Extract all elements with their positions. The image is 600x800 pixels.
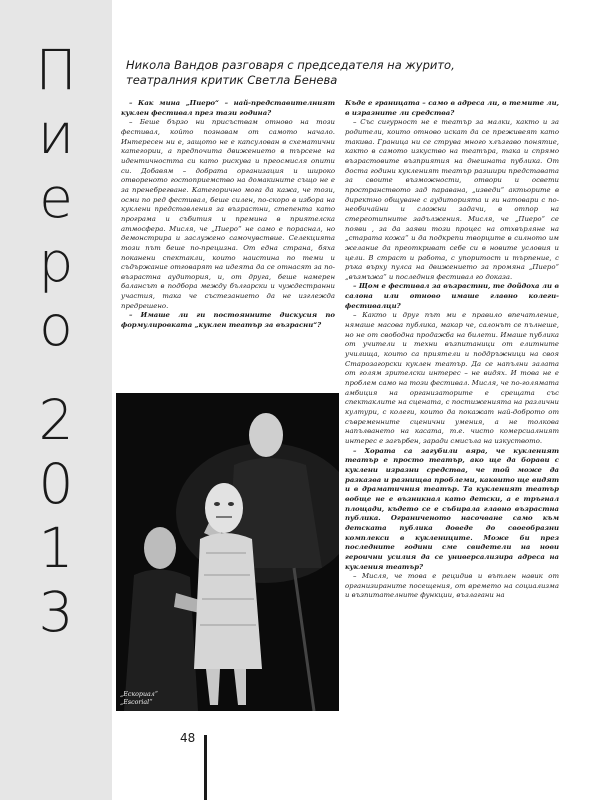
title-letter: П bbox=[35, 38, 77, 102]
text-column-left bbox=[121, 99, 335, 331]
answer-paragraph: – Мисля, че това е рецидив и вътлен навик от организираните посещения, от времето на социализма и възпитателните функции, възлагани на bbox=[345, 572, 559, 600]
question-paragraph: – Имаше ли ги постоянните дискусия по формулировката „куклен театър за възрасни“? bbox=[121, 311, 335, 330]
vertical-title bbox=[0, 38, 112, 644]
stage-photo-illustration bbox=[116, 393, 339, 711]
question-paragraph: Къде е границата – само в адреса ли, в темите ли, в изразните ли средства? bbox=[345, 99, 559, 117]
title-letter: е bbox=[39, 166, 73, 230]
stage-photo bbox=[116, 393, 339, 711]
article-header bbox=[126, 58, 476, 88]
question-paragraph: – Как мина „Пиеро“ – най-представителният куклен фестивал през тази година? bbox=[121, 99, 335, 117]
vertical-rule bbox=[204, 735, 207, 800]
page-number: 48 bbox=[180, 731, 196, 745]
answer-paragraph: – Беше бързо ни присъствам отново на този фестивал, който познавам от самото начало. Интересен ни е, защото не е капсулован в схематични категории, а предпочита движението в търсене на идентичността си като рискува и преосмисля опити си. Добавям – добрата организация и широко отвореното гостоприемство на домакините също не е за пренебрегване. Категорично мога да кажа, че този, осми по ред фестивал, беше силен, по-скоро в избора на куклени представления за възрастни, степента като програма и събития и премина в приятелска атмосфера. Мисля, че „Пиеро“ не само е пораснал, но демонстрира и заслужено самочувствие. Селекцията този път беше по-прецизна. От една страна, бяха поканени спектакли, които наистина по теми и съдържание отговарят на идеята да се отнасят за по-възрастна аудитория, и, от друга, беше намерен балансът в подбора между български и чуждестранни участия, така че състезанието да не изглежда предрешено. bbox=[121, 118, 335, 310]
header-line: Никола Вандов разговаря с председателя на журито, bbox=[126, 58, 455, 72]
caption-line: „Ескориал“ bbox=[120, 691, 159, 698]
title-letter: р bbox=[38, 230, 74, 294]
title-letter: 3 bbox=[38, 580, 74, 644]
question-paragraph: – Щом е фестивал за възрастни, те дойдоха ли в салона или отново имаше главно колеги-фестивалци? bbox=[345, 282, 559, 310]
caption-line: „Escorial“ bbox=[120, 699, 153, 706]
answer-paragraph: – Както и друг път ми е правило впечатление, нямаше масова публика, макар че, салонът се пълнеше, но не от свободна продажба на билети. Имаше публика от учители и техни възпитаници от елитните училища, които са приятели и поддръжници на своя Старозагорски куклен театър. Да се напълни залата от голям зрителски интерес – не видях. И това не е проблем само на този фестивал. Мисля, че по-голямата амбиция на организаторите е срещата със спектаклите на сцената, с постиженията на различни култури, с колеги, които да покажат най-доброто от съвременните сценични умения, а не толкова напълването на касата, т.е. чисто комерсиалният интерес е загърбен, заради смисъла на изкуството. bbox=[345, 311, 559, 445]
photo-caption bbox=[120, 691, 158, 707]
title-letter: о bbox=[39, 294, 73, 358]
question-paragraph: – Хората са загубили вяра, че кукленият театър е просто театър, ако ще да борави с куклени изразни средства, че той може да разказва и разнищва проблеми, каквито ще видят и в драматичния театър. Та кукленият театър вобще не е възникнал като детски, а е тръгнал площади, където се е събирала главно възрастна публика. Ограниченото насочване само към детската публика доведе до своеобразни комплекси в куклениците. Може би през последните години сме свидетели на нови героични усилия да се универсализира адреса на кукления театър? bbox=[345, 446, 559, 571]
title-letter: и bbox=[37, 102, 75, 166]
title-letter: 2 bbox=[38, 388, 74, 452]
answer-paragraph: – Със сигурност не е театър за малки, както и за родители, които отново искат да се преживеят като такива. Граница ни се струва много хлъзгаво понятие, както в самото изкуство на театъра, така и спрямо възрастовите възприятия на днешната публика. От доста години кукленият театър разшири представата за своите възможности, отвори и освети пространството зад паравана, „изведи“ актьорите в директно общуване с аудиторията и ги натовари с по-необичайни и сложни задачи, в отпор на стереотипните задължения. Мисля, че „Пиеро“ се появи , за да заяви този процес на отхвърляне на „старата кожа“ и да подкрепи творците в силното им желание да преоткриват себе си в новите условия и цели. В страст и работа, с упоритост и търпение, с ръка върху пулса на движението за промяна „Пиеро“ „възмъжа“ и последния фестивал го доказа. bbox=[345, 118, 559, 281]
title-gap bbox=[0, 358, 112, 388]
text-column-right bbox=[345, 99, 559, 601]
header-line: театралния критик Светла Бенева bbox=[126, 73, 338, 87]
title-letter: 0 bbox=[38, 452, 74, 516]
title-letter: 1 bbox=[38, 516, 74, 580]
